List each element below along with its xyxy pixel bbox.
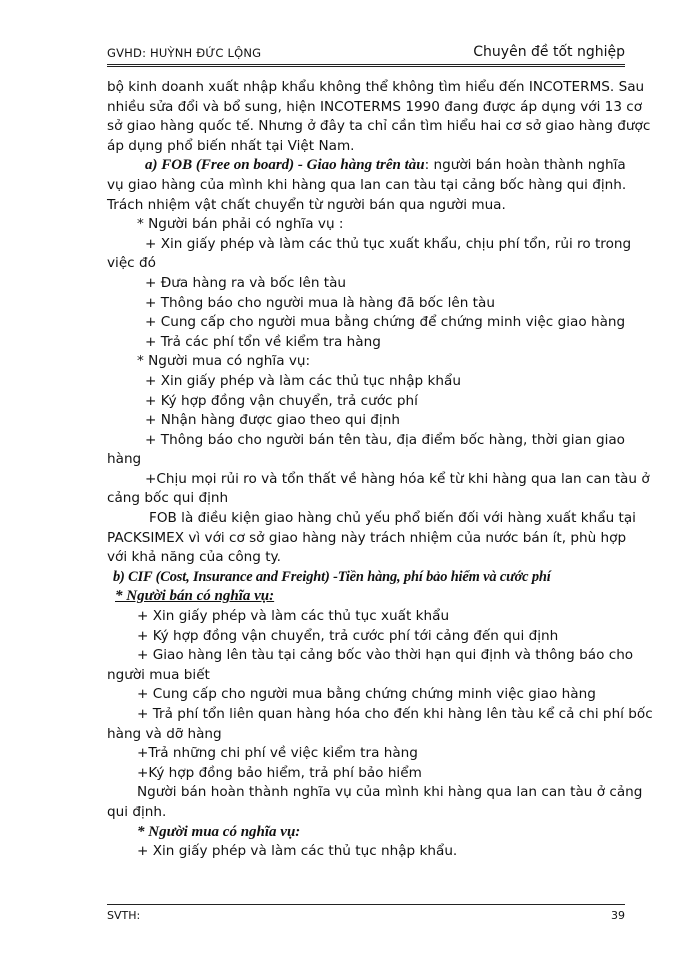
section-a-heading: a) FOB (Free on board) - Giao hàng trên tàu bbox=[145, 157, 425, 174]
text-line: Người bán hoàn thành nghĩa vụ của mình khi hàng qua lan can tàu ở cảng bbox=[137, 784, 643, 801]
text-line: + Đưa hàng ra và bốc lên tàu bbox=[145, 274, 347, 291]
text-line: + Ký hợp đồng vận chuyển, trả cước phí tới cảng đến qui định bbox=[137, 627, 559, 644]
text-line: + Thông báo cho người bán tên tàu, địa điểm bốc hàng, thời gian giao bbox=[145, 431, 625, 448]
text-line: Trách nhiệm vật chất chuyển từ người bán qua người mua. bbox=[107, 196, 506, 213]
text-line: * Người bán phải có nghĩa vụ : bbox=[137, 216, 344, 233]
text-line: + Nhận hàng được giao theo qui định bbox=[145, 412, 400, 429]
text-line: áp dụng phổ biến nhất tại Việt Nam. bbox=[107, 137, 355, 154]
section-b-heading: b) CIF (Cost, Insurance and Freight) -Tiền hàng, phí bảo hiểm và cước phí bbox=[113, 568, 551, 585]
text-line: qui định. bbox=[107, 803, 167, 820]
text-line: + Xin giấy phép và làm các thủ tục nhập khẩu. bbox=[137, 843, 458, 860]
text-line: sở giao hàng quốc tế. Nhưng ở đây ta chỉ cần tìm hiểu hai cơ sở giao hàng được bbox=[107, 118, 651, 135]
text-line: hàng và dỡ hàng bbox=[107, 725, 222, 742]
text-line: +Chịu mọi rủi ro và tổn thất về hàng hóa kể từ khi hàng qua lan can tàu ở bbox=[145, 470, 650, 487]
buyer-obligations-heading-line bbox=[107, 823, 625, 843]
text-line: việc đó bbox=[107, 255, 156, 272]
text-line: + Giao hàng lên tàu tại cảng bốc vào thời hạn qui định và thông báo cho bbox=[137, 647, 634, 664]
text-line: + Cung cấp cho người mua bằng chứng chứng minh việc giao hàng bbox=[137, 686, 596, 703]
page-number: 39 bbox=[611, 909, 625, 922]
text-line: người mua biết bbox=[107, 666, 210, 683]
text-line: vụ giao hàng của mình khi hàng qua lan can tàu tại cảng bốc hàng qui định. bbox=[107, 176, 627, 193]
text-line: + Trả phí tổn liên quan hàng hóa cho đến khi hàng lên tàu kể cả chi phí bốc bbox=[137, 706, 653, 722]
section-a-text: : người bán hoàn thành nghĩa bbox=[424, 157, 626, 174]
text-line: PACKSIMEX vì với cơ sở giao hàng này trách nhiệm của nước bán ít, phù hợp bbox=[107, 529, 627, 546]
text-line: + Xin giấy phép và làm các thủ tục xuất khẩu, chịu phí tổn, rủi ro trong bbox=[145, 235, 632, 252]
page-header bbox=[107, 44, 625, 67]
header-title: Chuyên đề tốt nghiệp bbox=[473, 44, 625, 60]
section-a-heading-line bbox=[107, 156, 625, 176]
footer-student: SVTH: bbox=[107, 909, 141, 922]
text-line: + Xin giấy phép và làm các thủ tục nhập khẩu bbox=[145, 372, 461, 389]
text-line: + Thông báo cho người mua là hàng đã bốc lên tàu bbox=[145, 294, 495, 311]
text-line: nhiều sửa đổi và bổ sung, hiện INCOTERMS 1990 đang được áp dụng với 13 cơ bbox=[107, 98, 643, 115]
text-line: FOB là điều kiện giao hàng chủ yếu phổ biến đối với hàng xuất khẩu tại bbox=[149, 510, 636, 527]
text-line: + Xin giấy phép và làm các thủ tục xuất khẩu bbox=[137, 608, 450, 625]
buyer-obligations-heading: * Người mua có nghĩa vụ: bbox=[137, 823, 301, 840]
text-line: + Cung cấp cho người mua bằng chứng để chứng minh việc giao hàng bbox=[145, 314, 626, 331]
text-line: * Người mua có nghĩa vụ: bbox=[137, 353, 311, 370]
page-footer bbox=[107, 904, 625, 922]
header-advisor: GVHD: HUỲNH ĐỨC LỘNG bbox=[107, 46, 262, 60]
text-line: cảng bốc qui định bbox=[107, 490, 229, 507]
text-line: + Trả các phí tổn về kiểm tra hàng bbox=[145, 333, 381, 350]
text-line: +Ký hợp đồng bảo hiểm, trả phí bảo hiểm bbox=[137, 764, 422, 781]
text-line: hàng bbox=[107, 451, 142, 468]
seller-obligations-heading: * Người bán có nghĩa vụ: bbox=[115, 588, 275, 605]
seller-obligations-heading-line bbox=[107, 587, 625, 607]
text-line: +Trả những chi phí về việc kiểm tra hàng bbox=[137, 745, 418, 762]
text-line: với khả năng của công ty. bbox=[107, 549, 281, 566]
page-body bbox=[107, 78, 653, 862]
text-line: bộ kinh doanh xuất nhập khẩu không thể không tìm hiểu đến INCOTERMS. Sau bbox=[107, 79, 645, 95]
text-line: + Ký hợp đồng vận chuyển, trả cước phí bbox=[145, 392, 418, 409]
